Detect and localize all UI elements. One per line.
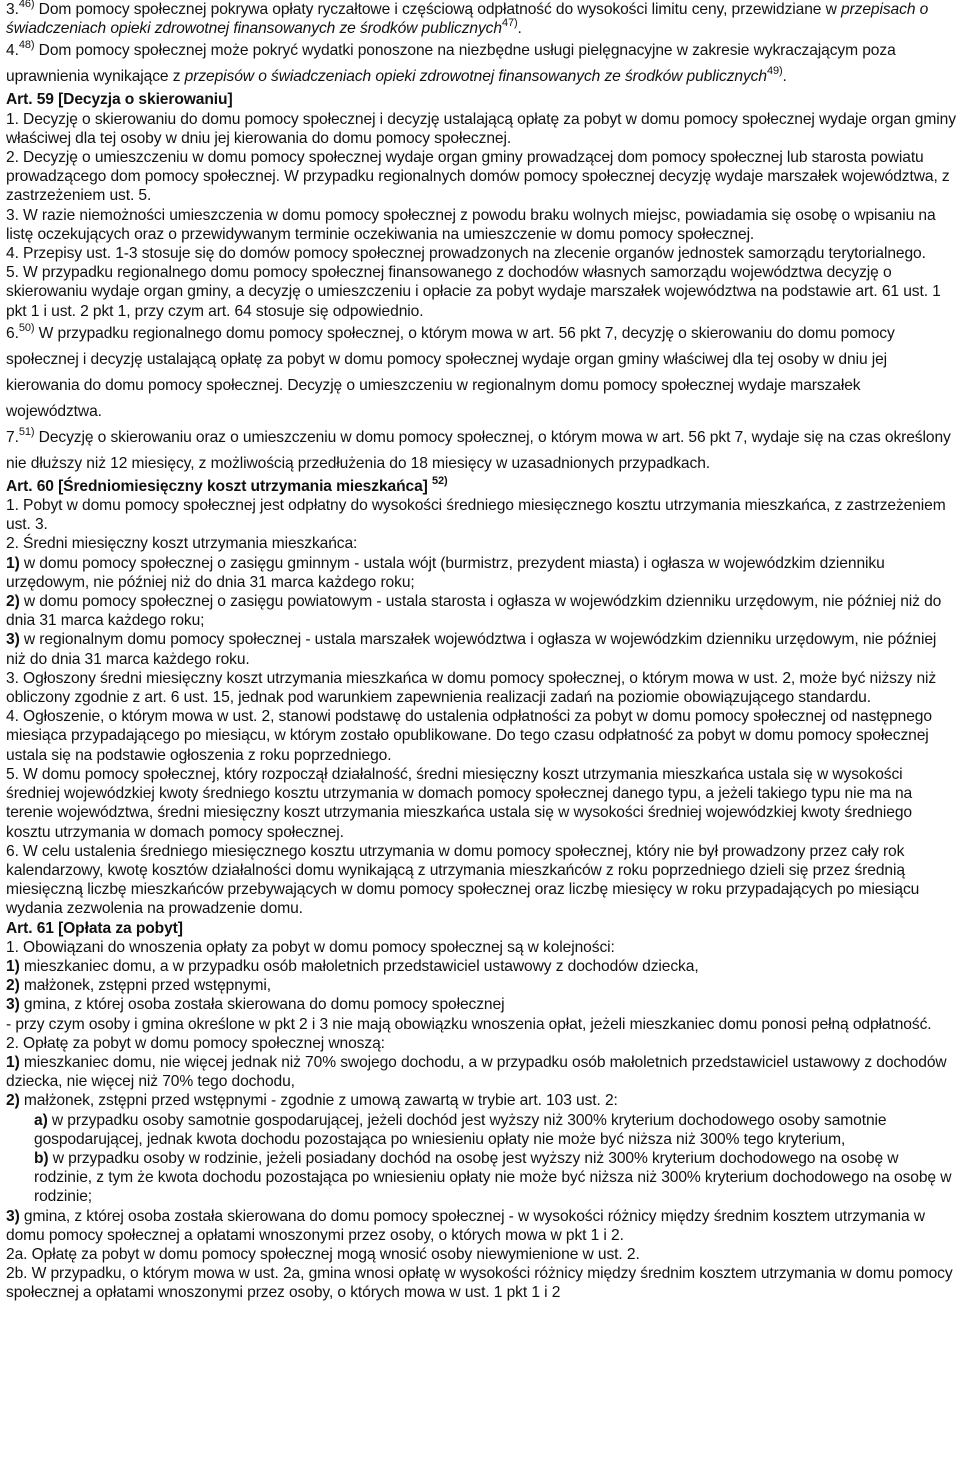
item-number: 1) (6, 554, 20, 572)
art-59-para-5: 5. W przypadku regionalnego domu pomocy społecznej finansowanego z dochodów własnych samorządu województwa decyzję o skierowaniu wydaje organ gminy, a decyzję o umieszczeniu i opłacie za pobyt wydaje marszałek województwa na podstawie art. 61 ust. 1 pkt 1 i ust. 2 pkt 1, przy czym art. 64 stosuje się odpowiednio. (6, 264, 941, 320)
para-number: 4. (6, 42, 19, 60)
art-61-item-2-1 (6, 1053, 958, 1091)
art-61-para-2: 2. Opłatę za pobyt w domu pomocy społecznej wnoszą: (6, 1034, 385, 1052)
art-59-para-1: 1. Decyzję o skierowaniu do domu pomocy społecznej i decyzję ustalającą opłatę za pobyt w domu pomocy społecznej wydaje organ gminy właściwej dla tej osoby w dniu jej kierowania do domu pomocy społecznej. (6, 110, 956, 147)
art-61-item-2-2 (6, 1091, 958, 1110)
art-60-para-4: 4. Ogłoszenie, o którym mowa w ust. 2, stanowi podstawę do ustalenia odpłatności za pobyt w domu pomocy społecznej od następnego miesiąca przypadającego po miesiącu, w którym zostało opublikowane. Do tego czasu odpłatność za pobyt w domu pomocy społecznej ustala się na podstawie ogłoszenia z roku poprzedniego. (6, 708, 932, 764)
item-text: gmina, z której osoba została skierowana do domu pomocy społecznej - w wysokości różnicy między średnim kosztem utrzymania w domu pomocy społecznej a opłatami wnoszonymi przez osoby, o których mowa w pkt 1 i 2. (6, 1207, 925, 1244)
art-59-para-2: 2. Decyzję o umieszczeniu w domu pomocy społecznej wydaje organ gminy prowadzącej dom pomocy społecznej lub starosta powiatu prowadzącego dom pomocy społecznej. W przypadku regionalnych domów pomocy społecznej decyzję wydaje marszałek województwa, z zastrzeżeniem ust. 5. (6, 149, 950, 205)
footnote-ref: 50) (18, 321, 35, 334)
footnote-ref: 49) (766, 65, 783, 78)
heading-text: Art. 60 [Średniomiesięczny koszt utrzymania mieszkańca] (6, 477, 428, 495)
subitem-letter: a) (34, 1111, 48, 1129)
para-text: Decyzję o skierowaniu oraz o umieszczeniu w domu pomocy społecznej, o którym mowa w art. 56 pkt 7, wydaje się na czas określony nie dłuższy niż 12 miesięcy, z możliwością przedłużenia do 18 miesięcy w uzasadnionych przypadkach. (6, 428, 951, 472)
item-text: małżonek, zstępni przed wstępnymi - zgodnie z umową zawartą w trybie art. 103 ust. 2: (19, 1092, 618, 1110)
art-61-item-1-3 (6, 995, 958, 1014)
footnote-ref: 51) (18, 425, 35, 438)
art-60-para-1: 1. Pobyt w domu pomocy społecznej jest odpłatny do wysokości średniego miesięcznego kosztu utrzymania mieszkańca, z zastrzeżeniem ust. 3. (6, 497, 946, 534)
art-60-item-2 (6, 592, 958, 630)
item-number: 1) (6, 1053, 20, 1071)
art-59-para-7 (6, 425, 958, 477)
para-text: W przypadku regionalnego domu pomocy społecznej, o którym mowa w art. 56 pkt 7, decyzję o skierowaniu do domu pomocy społecznej i decyzję ustalającą opłatę za pobyt w domu pomocy społecznej wydaje organ gminy właściwej dla tej osoby w dniu jej kierowania do domu pomocy społecznej. Decyzję o umieszczeniu w regionalnym domu pomocy społecznej wydaje marszałek województwa. (6, 324, 895, 420)
art-61-para-2b: 2b. W przypadku, o którym mowa w ust. 2a, gmina wnosi opłatę w wysokości różnicy między średnim kosztem utrzymania w domu pomocy społecznej a opłatami wnoszonymi przez osoby, o których mowa w ust. 1 pkt 1 i 2 (6, 1265, 953, 1302)
item-number: 2) (6, 1092, 20, 1110)
art-60-item-3 (6, 630, 958, 668)
art-61-para-2a: 2a. Opłatę za pobyt w domu pomocy społecznej mogą wnosić osoby niewymienione w ust. 2. (6, 1245, 640, 1263)
para-text: Dom pomocy społecznej pokrywa opłaty ryczałtowe i częściową odpłatność do wysokości limitu ceny, przewidziane w (34, 1, 841, 18)
item-text: w domu pomocy społecznej o zasięgu gminnym - ustala wójt (burmistrz, prezydent miasta) i ogłasza w wojewódzkim dzienniku urzędowym, nie później niż do dnia 31 marca każdego roku; (6, 554, 885, 591)
art-61-heading: Art. 61 [Opłata za pobyt] (6, 919, 183, 937)
subitem-letter: b) (34, 1149, 49, 1167)
para-number: 3. (6, 1, 19, 18)
art-59-para-3: 3. W razie niemożności umieszczenia w domu pomocy społecznej z powodu braku wolnych miejsc, powiadamia się osobę o wpisaniu na listę oczekujących oraz o przewidywanym terminie oczekiwania na umieszczenie w domu pomocy społecznej. (6, 206, 936, 243)
para-text: Dom pomocy społecznej może pokryć wydatki ponoszone na niezbędne usługi pielęgnacyjne w zakresie wykraczającym poza uprawnienia wynikające z (6, 42, 896, 86)
item-number: 3) (6, 1207, 20, 1225)
art-61-item-1-2 (6, 976, 958, 995)
art-59-para-4: 4. Przepisy ust. 1-3 stosuje się do domów pomocy społecznej prowadzonych na zlecenie organów jednostek samorządu terytorialnego. (6, 245, 926, 263)
item-text: gmina, z której osoba została skierowana do domu pomocy społecznej (19, 996, 505, 1014)
footnote-ref: 47) (501, 17, 518, 30)
art-60-item-1 (6, 554, 958, 592)
art-59-para-6 (6, 321, 958, 425)
art-61-item-2-3 (6, 1207, 958, 1245)
art-61-item-2-2-a (6, 1111, 958, 1149)
paragraph-4 (6, 38, 958, 90)
art-60-para-3: 3. Ogłoszony średni miesięczny koszt utrzymania mieszkańca w domu pomocy społecznej, o którym mowa w ust. 2, może być niższy niż obliczony zgodnie z art. 6 ust. 15, jednak pod warunkiem zapewnienia realizacji zadań na poziomie obowiązującego standardu. (6, 669, 937, 707)
para-italic-text: przepisów o świadczeniach opieki zdrowotnej finansowanych ze środków publicznych (184, 68, 767, 86)
para-text: . (517, 20, 522, 38)
art-61-item-1-1 (6, 957, 958, 976)
art-60-para-2: 2. Średni miesięczny koszt utrzymania mieszkańca: (6, 535, 358, 553)
item-text: mieszkaniec domu, nie więcej jednak niż 70% swojego dochodu, a w przypadku osób małoletnich przedstawiciel ustawowy z dochodów dziecka, nie więcej niż 70% tego dochodu, (6, 1053, 947, 1091)
para-number: 6. (6, 324, 19, 342)
paragraph-3 (6, 0, 958, 38)
footnote-ref: 46) (18, 0, 35, 10)
subitem-text: w przypadku osoby w rodzinie, jeżeli posiadany dochód na osobę jest wyższy niż 300% kryterium dochodowego na osobę w rodzinie, z tym że kwota dochodu pozostająca po wniesieniu opłaty nie może być niższa niż 300% kryterium dochodowego na osobę w rodzinie; (34, 1149, 952, 1206)
item-text: mieszkaniec domu, a w przypadku osób małoletnich przedstawiciel ustawowy z dochodów dziecka, (19, 957, 699, 975)
footnote-ref: 52) (432, 474, 448, 487)
art-61-para-1: 1. Obowiązani do wnoszenia opłaty za pobyt w domu pomocy społecznej są w kolejności: (6, 938, 615, 956)
art-61-item-2-2-b (6, 1149, 958, 1207)
item-number: 2) (6, 977, 20, 995)
para-text: . (782, 68, 787, 86)
art-61-para-1-note: - przy czym osoby i gmina określone w pkt 2 i 3 nie mają obowiązku wnoszenia opłat, jeżeli mieszkaniec domu ponosi pełną odpłatność. (6, 1015, 932, 1033)
para-italic-text: przepisach o świadczeniach opieki zdrowotnej finansowanych ze środków publicznych (6, 1, 929, 38)
art-59-heading: Art. 59 [Decyzja o skierowaniu] (6, 91, 233, 109)
item-number: 3) (6, 996, 20, 1014)
subitem-text: w przypadku osoby samotnie gospodarującej, jeżeli dochód jest wyższy niż 300% kryterium dochodowego osoby samotnie gospodarującej, jednak kwota dochodu pozostająca po wniesieniu opłaty nie może być niższa niż 300% tego kryterium, (34, 1111, 887, 1148)
para-number: 7. (6, 428, 19, 446)
item-number: 2) (6, 593, 20, 611)
item-text: małżonek, zstępni przed wstępnymi, (19, 977, 271, 995)
item-text: w regionalnym domu pomocy społecznej - ustala marszałek województwa i ogłasza w wojewódzkim dzienniku urzędowym, nie później niż do dnia 31 marca każdego roku. (6, 631, 937, 668)
art-60-para-5: 5. W domu pomocy społecznej, który rozpoczął działalność, średni miesięczny koszt utrzymania mieszkańca ustala się w wysokości średniej wojewódzkiej kwoty średniego kosztu utrzymania w domach pomocy społecznej danego typu, a jeżeli takiego typu nie ma na terenie województwa, średni miesięczny koszt utrzymania mieszkańca ustala się w wysokości średniej wojewódzkiej kwoty średniego kosztu utrzymania w domach pomocy społecznej. (6, 765, 913, 841)
art-60-para-6: 6. W celu ustalenia średniego miesięcznego kosztu utrzymania w domu pomocy społecznej, który nie był prowadzony przez cały rok kalendarzowy, kwotę kosztów działalności domu wynikającą z utrzymania mieszkańców z roku poprzedniego dzieli się przez średnią miesięczną liczbę mieszkańców przebywających w domu pomocy społecznej oraz liczbę miesięcy w roku przypadających po miesiącu wydania zezwolenia na prowadzenie domu. (6, 842, 920, 918)
item-text: w domu pomocy społecznej o zasięgu powiatowym - ustala starosta i ogłasza w wojewódzkim dzienniku urzędowym, nie później niż do dnia 31 marca każdego roku; (6, 593, 942, 630)
art-60-heading (6, 474, 958, 496)
item-number: 3) (6, 631, 20, 649)
footnote-ref: 48) (18, 39, 35, 52)
item-number: 1) (6, 957, 20, 975)
